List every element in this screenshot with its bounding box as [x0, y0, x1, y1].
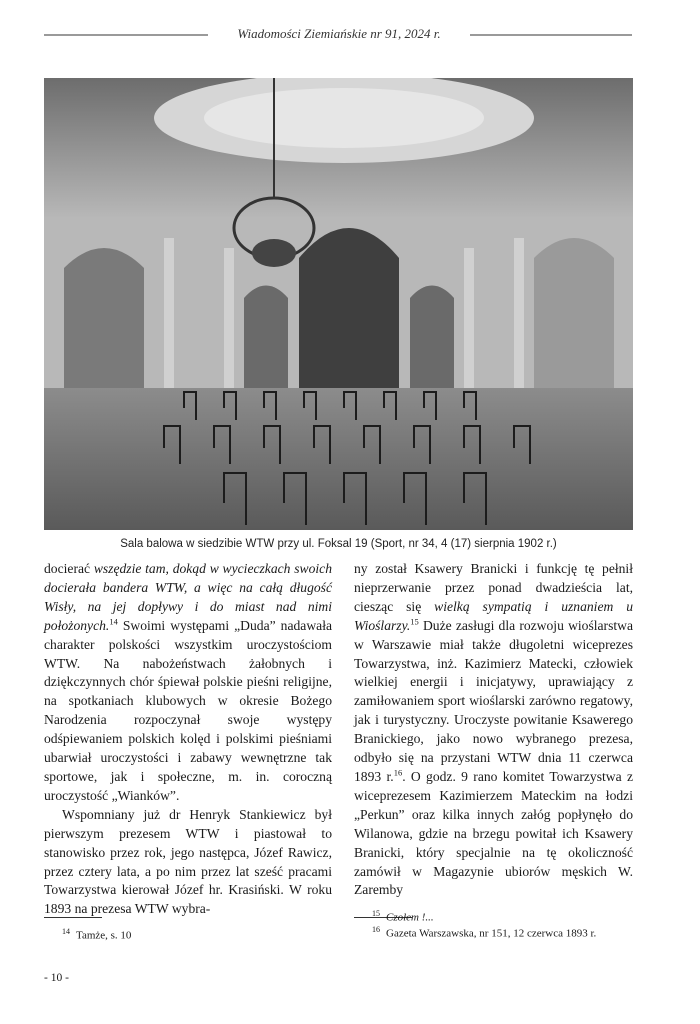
header-rule-right	[470, 34, 632, 36]
footnote-ref: 14	[109, 616, 118, 627]
paragraph	[44, 560, 332, 806]
paragraph: Wspomniany już dr Henryk Stankiewicz był pierwszym prezesem WTW i piastował to stanowisko przez rok, jego następca, Józef Rawicz, przez cztery lata, a po nim przez lat sześć pracami Towarzystwa kierował Józef hr. Krasiński. W roku 1893 na prezesa WTW wybra-	[44, 806, 332, 917]
text-run: . O godz. 9 rano komitet Towarzystwa z wiceprezesem Kazimierzem Mateckim na łodzi „Perkun” oraz kilka innych załóg popłynęło do Wilanowa, gdzie na brzegu powitał ich Ksawery Branicki, który specjalnie na tę okoliczność zamówił w Magazynie ubiorów męskich W. Zaremby	[354, 768, 634, 898]
text-run: Duże zasługi dla rozwoju wioślarstwa w Warszawie miał także długoletni wiceprezes Towarzystwa, inż. Kazimierz Matecki, człowiek wielkiej energii i inicjatywy, uprawiający z zamiłowaniem sport wioślarski zarówno regatowy, jak i turystyczny. Uroczyste powitanie Ksawerego Branickiego, jako nowo wybranego prezesa, odbyło się na przystani WTW dnia 11 czerwca 1893 r.	[354, 617, 633, 784]
text-run: Swoimi występami „Duda” nadawała charakter polskości wszystkim uroczystościom WTW. Na nabożeństwach żałobnych i dziękczynnych chór śpiewał polskie pieśni religijne, na spotkaniach klubowych w okresie Bożego Narodzenia rozpoczynał swoje występy odśpiewaniem polskich kolęd i polskimi pieśniami ubarwiał uroczystości i zabawy wewnętrzne tak sportowe, jak i społeczne, m. in. coroczną uroczystość „Wianków”.	[44, 617, 332, 803]
figure-caption: Sala balowa w siedzibie WTW przy ul. Foksal 19 (Sport, nr 34, 4 (17) sierpnia 1902 r.)	[120, 538, 557, 550]
text-column-right	[354, 560, 633, 900]
quote-italic: wszędzie tam, dokąd w wycieczkach swoich docierała bandera WTW, a więc na całą długość Wisły, na jej dopływy i do miast nad nimi położonych.	[44, 561, 332, 633]
footnote-number: 16	[372, 925, 380, 934]
footnote-text: Gazeta Warszawska, nr 151, 12 czerwca 1893 r.	[386, 927, 597, 940]
footnote-14	[62, 924, 131, 944]
footnote-16	[372, 922, 596, 942]
text-run: ny został Ksawery Branicki i funkcję tę pełnił nieprzerwanie przez ponad dwadzieścia lat, ciesząc się	[354, 561, 633, 614]
paragraph	[354, 560, 633, 900]
header-rule-left	[44, 34, 208, 36]
footnote-text: Tamże, s. 10	[76, 929, 132, 942]
footnote-number: 14	[62, 927, 70, 936]
text-run: docierać	[44, 561, 94, 576]
ballroom-photo	[44, 78, 633, 530]
page-number: - 10 -	[44, 972, 69, 984]
text-column-left	[44, 560, 332, 919]
footnote-number: 15	[372, 909, 380, 918]
ballroom-photo-drawing	[44, 78, 633, 530]
footnote-ref: 15	[410, 616, 419, 627]
footnote-text: Czołem !...	[386, 911, 434, 924]
journal-header: Wiadomości Ziemiańskie nr 91, 2024 r.	[237, 26, 441, 41]
quote-italic: wielką sympatią i uznaniem u Wioślarzy.	[354, 598, 633, 633]
footnote-ref: 16	[393, 767, 403, 778]
footnote-rule-left	[44, 917, 102, 918]
